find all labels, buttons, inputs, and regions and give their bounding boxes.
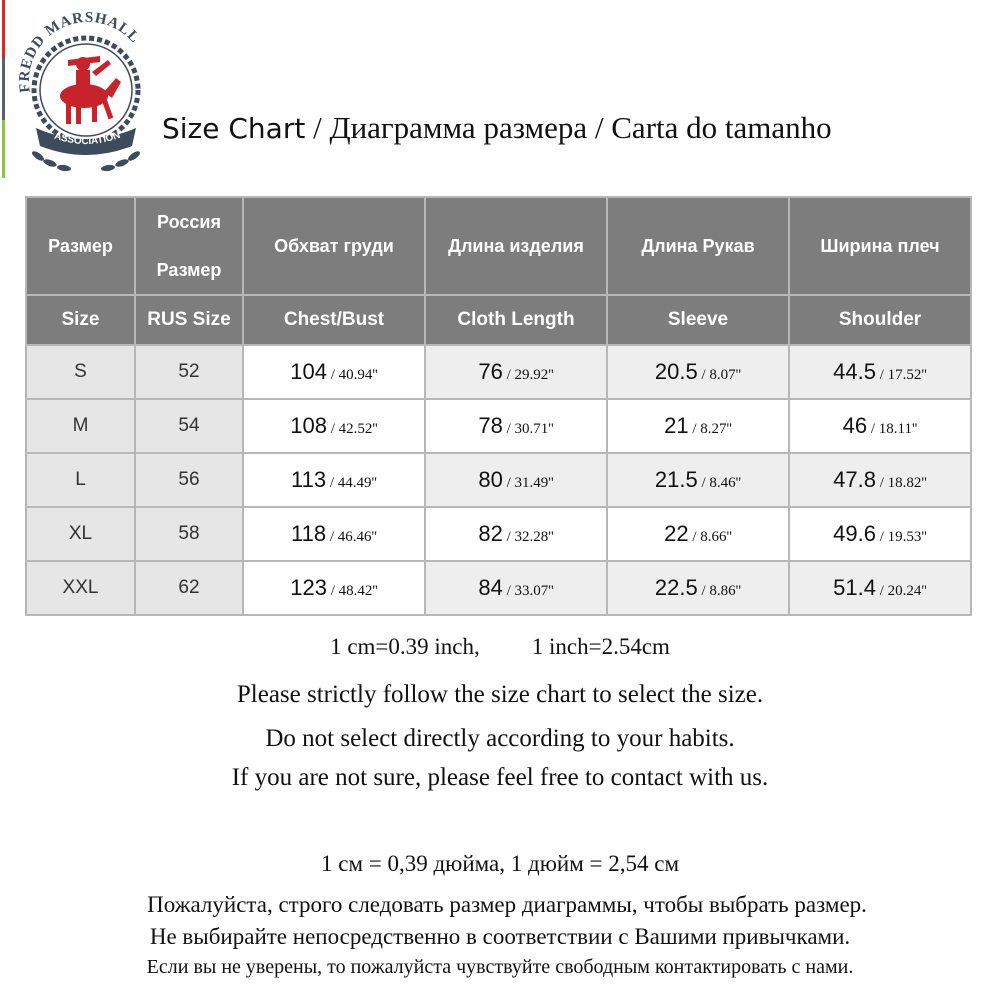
header-en-cell: Shoulder (789, 295, 971, 345)
logo-arc-text: FREDD MARSHALL (16, 9, 143, 94)
measurement-cell (243, 453, 425, 507)
header-en-cell: Cloth Length (425, 295, 607, 345)
header-ru-cell (425, 197, 607, 295)
table-row (26, 507, 971, 561)
measurement-cell (789, 561, 971, 615)
logo-ribbon-text: ASSOCIATION (52, 129, 122, 148)
header-ru-cell (607, 197, 789, 295)
measurement-cell (607, 399, 789, 453)
cm-value: 21.5 (654, 467, 698, 492)
header-ru-text: Длина изделия (448, 236, 584, 256)
size-label-cell: L (26, 453, 135, 507)
cm-value: 78 (478, 413, 503, 438)
inch-value: / 8.86'' (697, 583, 742, 599)
cm-to-inch: 1 cm=0.39 inch, (330, 634, 480, 659)
inch-value: / 18.82'' (876, 475, 927, 491)
measurement-cell (425, 561, 607, 615)
accent-stripe-green (2, 120, 5, 178)
measurement-cell (607, 345, 789, 399)
header-ru-text: Размер (156, 260, 222, 280)
measurement-cell (243, 561, 425, 615)
header-ru-cell (135, 197, 243, 295)
table-row (26, 561, 971, 615)
measurement-cell (425, 345, 607, 399)
note-contact: If you are not sure, please feel free to contact with us. (231, 764, 769, 791)
cm-value: 51.4 (833, 575, 876, 600)
inch-value: / 48.42'' (326, 583, 378, 599)
measurement-cell (607, 507, 789, 561)
inch-value: / 29.92'' (502, 367, 554, 383)
title-translations: / Диаграмма размера / Carta do tamanho (305, 110, 832, 145)
inch-value: / 40.94'' (326, 367, 378, 383)
measurement-cell (789, 345, 971, 399)
header-en-cell: Size (26, 295, 135, 345)
table-row (26, 399, 971, 453)
note-ru-habits: Не выбирайте непосредственно в соответствии с Вашими привычками. (149, 924, 851, 949)
inch-value: / 46.46'' (326, 529, 377, 545)
measurement-cell (243, 399, 425, 453)
note-habits: Do not select directly according to your habits. (265, 725, 735, 752)
cm-value: 84 (478, 575, 503, 600)
measurement-cell (607, 453, 789, 507)
size-label-cell: M (26, 399, 135, 453)
cm-value: 47.8 (833, 467, 876, 492)
measurement-cell (607, 561, 789, 615)
rus-size-cell: 58 (135, 507, 243, 561)
brand-logo (8, 0, 158, 176)
cm-value: 76 (478, 359, 503, 384)
note-ru-contact: Если вы не уверены, то пожалуйста чувствуйте свободным контактировать с нами. (146, 956, 854, 978)
page-title (162, 110, 832, 147)
size-label-cell: XXL (26, 561, 135, 615)
header-ru-text: Размер (48, 236, 113, 256)
inch-value: / 19.53'' (876, 529, 927, 545)
header-ru-cell (26, 197, 135, 295)
measurement-cell (425, 453, 607, 507)
header-ru-text: Обхват груди (274, 236, 394, 256)
header-ru-cell (243, 197, 425, 295)
header-en-cell: RUS Size (135, 295, 243, 345)
conversion-note-ru: 1 см = 0,39 дюйма, 1 дюйм = 2,54 см (320, 851, 680, 876)
rus-size-cell: 56 (135, 453, 243, 507)
cm-value: 108 (290, 413, 327, 438)
cm-value: 113 (291, 467, 327, 492)
size-label-cell: XL (26, 507, 135, 561)
header-row-russian (26, 197, 971, 295)
header-ru-text: Длина Рукав (641, 236, 755, 256)
header-row-english (26, 295, 971, 345)
inch-value: / 17.52'' (876, 367, 927, 383)
inch-value: / 8.07'' (697, 367, 742, 383)
header-en-cell: Chest/Bust (243, 295, 425, 345)
accent-stripe-gray (2, 58, 5, 120)
rus-size-cell: 52 (135, 345, 243, 399)
note-ru-follow-chart: Пожалуйста, строго следовать размер диаграммы, чтобы выбрать размер. (147, 892, 867, 917)
size-table (25, 196, 972, 616)
rus-size-cell: 54 (135, 399, 243, 453)
inch-value: / 20.24'' (876, 583, 927, 599)
measurement-cell (243, 507, 425, 561)
cm-value: 118 (291, 521, 327, 546)
table-row (26, 453, 971, 507)
cm-value: 22 (664, 521, 689, 546)
header-ru-text: Россия (157, 212, 221, 232)
rus-size-cell: 62 (135, 561, 243, 615)
inch-value: / 42.52'' (326, 421, 378, 437)
cm-value: 80 (478, 467, 503, 492)
inch-value: / 30.71'' (502, 421, 554, 437)
header-ru-cell (789, 197, 971, 295)
cm-value: 22.5 (654, 575, 698, 600)
header-ru-text: Ширина плеч (820, 236, 940, 256)
inch-value: / 18.11'' (867, 421, 918, 437)
cm-value: 44.5 (833, 359, 876, 384)
title-english: Size Chart (162, 112, 306, 145)
inch-value: / 31.49'' (502, 475, 554, 491)
cm-value: 21 (664, 413, 689, 438)
size-label-cell: S (26, 345, 135, 399)
conversion-note-en (0, 634, 1000, 660)
measurement-cell (425, 399, 607, 453)
measurement-cell (243, 345, 425, 399)
cm-value: 123 (290, 575, 327, 600)
inch-value: / 33.07'' (502, 583, 554, 599)
header-en-cell: Sleeve (607, 295, 789, 345)
inch-to-cm: 1 inch=2.54cm (531, 634, 670, 659)
inch-value: / 8.27'' (688, 421, 732, 437)
measurement-cell (789, 453, 971, 507)
inch-value: / 32.28'' (502, 529, 554, 545)
measurement-cell (425, 507, 607, 561)
cm-value: 104 (290, 359, 327, 384)
inch-value: / 8.66'' (688, 529, 732, 545)
cm-value: 49.6 (833, 521, 876, 546)
cm-value: 46 (842, 413, 868, 438)
inch-value: / 44.49'' (326, 475, 377, 491)
cm-value: 82 (478, 521, 503, 546)
accent-stripe-red (2, 0, 5, 58)
measurement-cell (789, 507, 971, 561)
cm-value: 20.5 (654, 359, 698, 384)
inch-value: / 8.46'' (697, 475, 742, 491)
table-row (26, 345, 971, 399)
measurement-cell (789, 399, 971, 453)
note-follow-chart: Please strictly follow the size chart to select the size. (236, 681, 764, 708)
